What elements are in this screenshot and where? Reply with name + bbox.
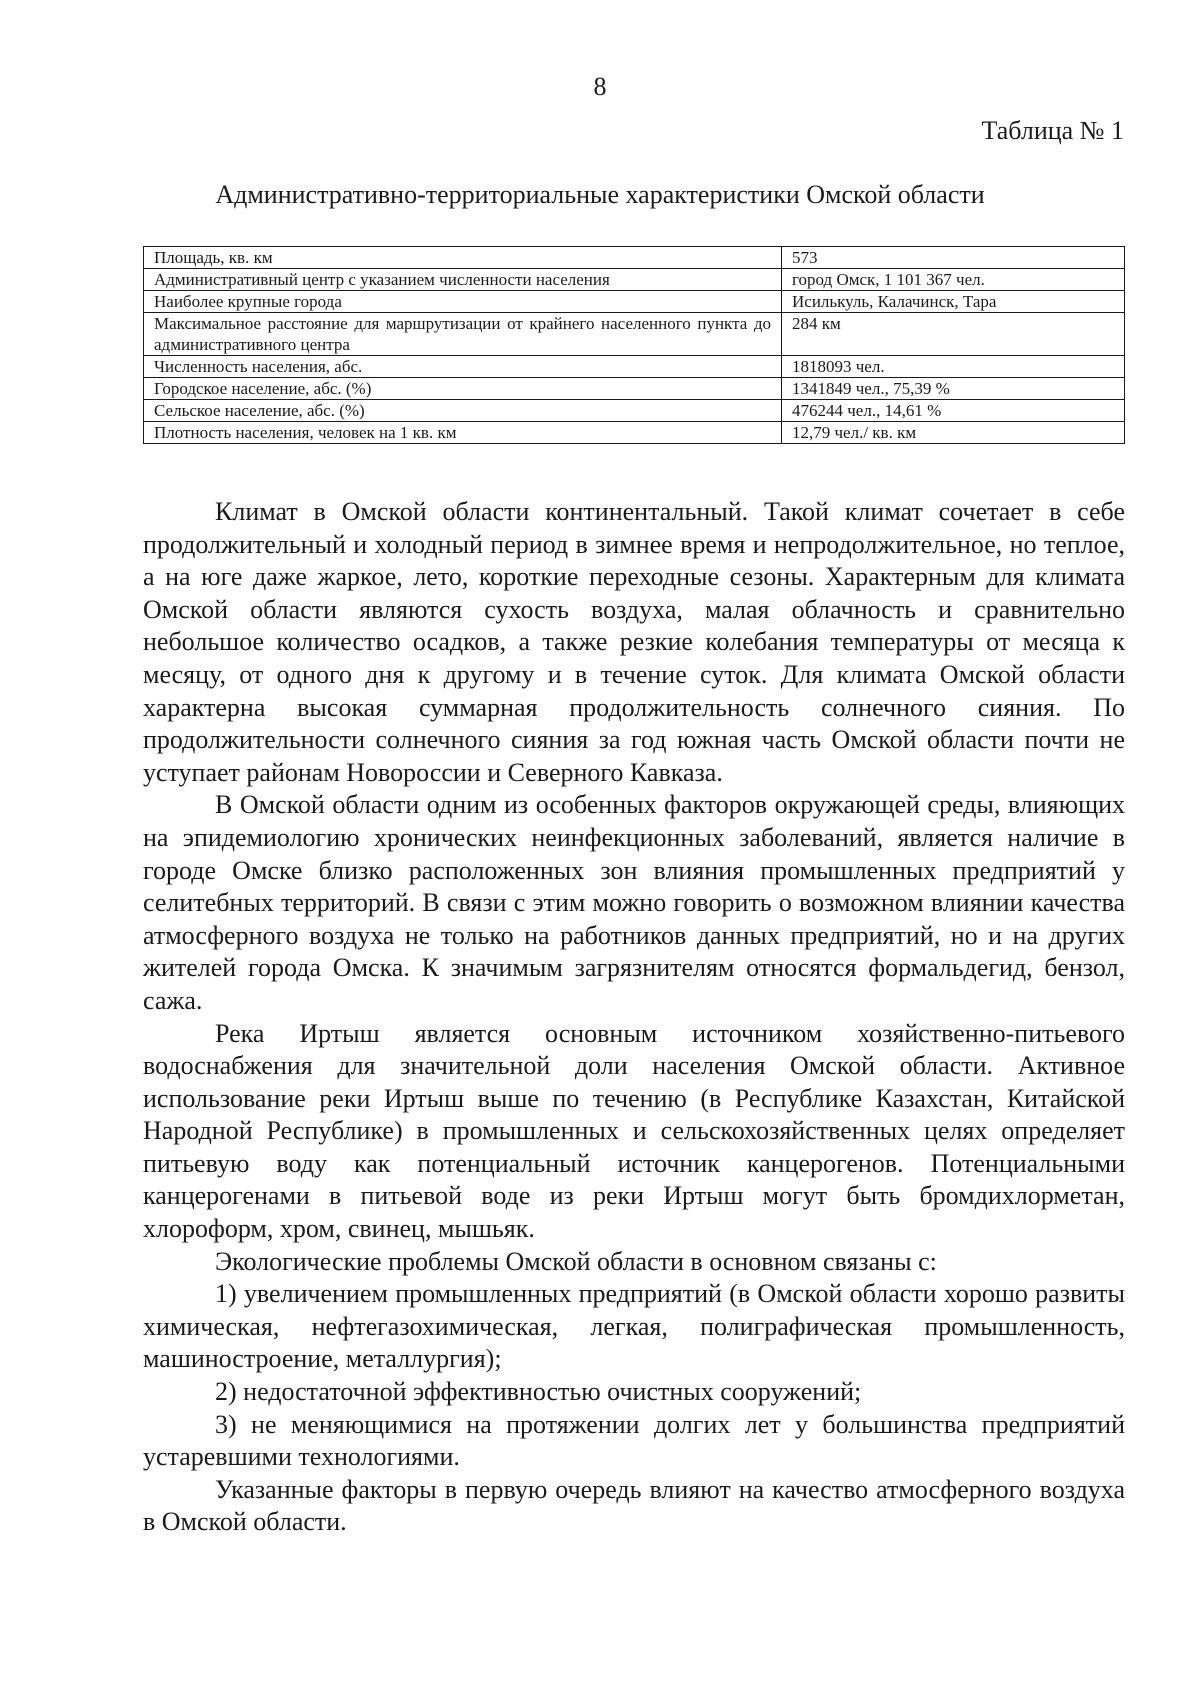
table-cell-parameter: Плотность населения, человек на 1 кв. км: [144, 422, 782, 444]
table-row: [144, 422, 1125, 444]
table-cell-parameter: Численность населения, абс.: [144, 356, 782, 378]
table-row: [144, 247, 1125, 269]
table-cell-value: 12,79 чел./ кв. км: [782, 422, 1125, 444]
table-cell-parameter: Максимальное расстояние для маршрутизации от крайнего населенного пункта до административного центра: [144, 313, 782, 356]
paragraph-conclusion: Указанные факторы в первую очередь влияют на качество атмосферного воздуха в Омской области.: [143, 1474, 1125, 1537]
list-item-3: 3) не меняющимися на протяжении долгих лет у большинства предприятий устаревшими технологиями.: [143, 1409, 1125, 1472]
table-row: [144, 378, 1125, 400]
table-cell-parameter: Административный центр с указанием численности населения: [144, 269, 782, 291]
list-item-2: 2) недостаточной эффективностью очистных сооружений;: [215, 1377, 862, 1407]
list-item-1: 1) увеличением промышленных предприятий (в Омской области хорошо развиты химическая, нефтегазохимическая, легкая, полиграфическая промышленность, машиностроение, металлургия);: [143, 1279, 1125, 1374]
page-number: 8: [593, 72, 607, 101]
paragraph-climate: Климат в Омской области континентальный. Такой климат сочетает в себе продолжительный и холодный период в зимнее время и непродолжительное, но теплое, а на юге даже жаркое, лето, короткие переходные сезоны. Характерным для климата Омской области являются сухость воздуха, малая облачность и сравнительно небольшое количество осадков, а также резкие колебания температуры от месяца к месяцу, от одного дня к другому и в течение суток. Для климата Омской области характерна высокая суммарная продолжительность солнечного сияния. По продолжительности солнечного сияния за год южная часть Омской области почти не уступает районам Новороссии и Северного Кавказа.: [143, 497, 1125, 787]
table-cell-value: 1818093 чел.: [782, 356, 1125, 378]
table-cell-parameter: Площадь, кв. км: [144, 247, 782, 269]
paragraph-ecological-problems-intro: Экологические проблемы Омской области в основном связаны с:: [215, 1246, 937, 1276]
table-row: [144, 291, 1125, 313]
table-cell-value: город Омск, 1 101 367 чел.: [782, 269, 1125, 291]
characteristics-table: [143, 246, 1125, 444]
table-title: Административно-территориальные характеристики Омской области: [215, 180, 985, 209]
table-row: [144, 269, 1125, 291]
table-row: [144, 313, 1125, 356]
table-label: Таблица № 1: [981, 116, 1124, 145]
table-cell-parameter: Городское население, абс. (%): [144, 378, 782, 400]
table-cell-parameter: Наиболее крупные города: [144, 291, 782, 313]
paragraph-environment-factors: В Омской области одним из особенных факторов окружающей среды, влияющих на эпидемиологию хронических неинфекционных заболеваний, является наличие в городе Омске близко расположенных зон влияния промышленных предприятий у селитебных территорий. В связи с этим можно говорить о возможном влиянии качества атмосферного воздуха не только на работников данных предприятий, но и на других жителей города Омска. К значимым загрязнителям относятся формальдегид, бензол, сажа.: [143, 790, 1125, 1015]
table-cell-parameter: Сельское население, абс. (%): [144, 400, 782, 422]
body-text: [143, 496, 1125, 1539]
paragraph-irtysh-river: Река Иртыш является основным источником хозяйственно-питьевого водоснабжения для значительной доли населения Омской области. Активное использование реки Иртыш выше по течению (в Республике Казахстан, Китайской Народной Республике) в промышленных и сельскохозяйственных целях определяет питьевую воду как потенциальный источник канцерогенов. Потенциальными канцерогенами в питьевой воде из реки Иртыш могут быть бромдихлорметан, хлороформ, хром, свинец, мышьяк.: [143, 1018, 1125, 1244]
table-cell-value: 284 км: [782, 313, 1125, 356]
table-cell-value: 476244 чел., 14,61 %: [782, 400, 1125, 422]
table-cell-value: 1341849 чел., 75,39 %: [782, 378, 1125, 400]
table-row: [144, 356, 1125, 378]
table-cell-value: 573: [782, 247, 1125, 269]
table-row: [144, 400, 1125, 422]
table-cell-value: Исилькуль, Калачинск, Тара: [782, 291, 1125, 313]
